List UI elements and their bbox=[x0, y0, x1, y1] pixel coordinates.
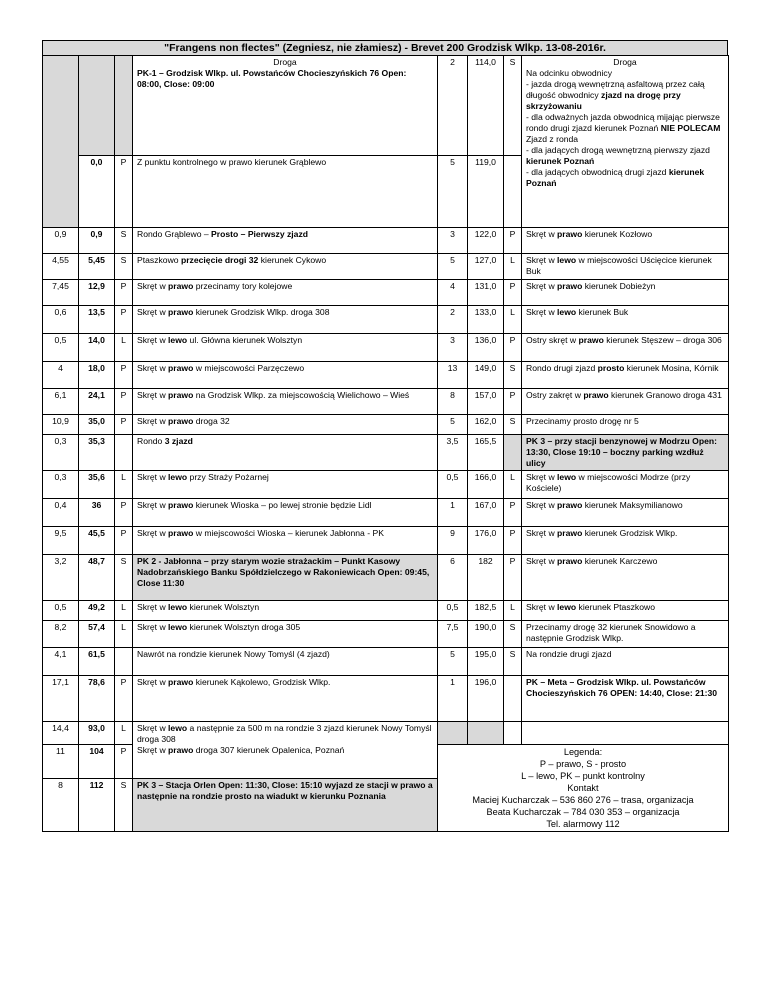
direction-cell: L bbox=[504, 306, 522, 334]
instruction-cell: Przecinamy drogę 32 kierunek Snowidowo a następnie Grodzisk Wlkp. bbox=[522, 621, 729, 648]
distance-cell: 0,9 bbox=[43, 228, 79, 254]
distance-cell: 11 bbox=[43, 745, 79, 779]
distance-cell: 4 bbox=[438, 280, 468, 306]
instruction-cell: Skręt w prawo kierunek Grodzisk Wlkp. droga 308 bbox=[133, 306, 438, 334]
direction-cell: S bbox=[504, 415, 522, 435]
instruction-cell: Skręt w prawo kierunek Kozłowo bbox=[522, 228, 729, 254]
distance-cell: 3,2 bbox=[43, 555, 79, 601]
distance-cell: 0,5 bbox=[438, 471, 468, 499]
legend-line: L – lewo, PK – punkt kontrolny bbox=[521, 771, 645, 781]
total-cell: 78,6 bbox=[79, 676, 115, 722]
distance-cell: 5 bbox=[438, 415, 468, 435]
instruction-cell: Skręt w prawo droga 32 bbox=[133, 415, 438, 435]
total-cell: 5,45 bbox=[79, 254, 115, 280]
direction-cell: L bbox=[115, 722, 133, 745]
distance-cell: 0,3 bbox=[43, 435, 79, 471]
direction-cell: S bbox=[504, 648, 522, 676]
distance-cell: 8,2 bbox=[43, 621, 79, 648]
distance-cell: 5 bbox=[438, 254, 468, 280]
direction-cell bbox=[504, 156, 522, 228]
total-cell: 133,0 bbox=[468, 306, 504, 334]
distance-cell: 0,5 bbox=[438, 601, 468, 621]
total-cell: 165,5 bbox=[468, 435, 504, 471]
total-cell: 93,0 bbox=[79, 722, 115, 745]
distance-cell: 0,5 bbox=[43, 601, 79, 621]
total-cell: 136,0 bbox=[468, 334, 504, 362]
direction-cell: S bbox=[504, 56, 522, 156]
direction-cell bbox=[504, 676, 522, 722]
distance-cell: 6 bbox=[438, 555, 468, 601]
direction-cell: S bbox=[115, 254, 133, 280]
distance-cell: 3 bbox=[438, 334, 468, 362]
total-cell: 157,0 bbox=[468, 389, 504, 415]
distance-cell: 4,55 bbox=[43, 254, 79, 280]
checkpoint-cell: PK 3 – przy stacji benzynowej w Modrzu Open: 13:30, Close 19:10 – boczny parking wzdłuż ulicy bbox=[522, 435, 729, 471]
contact-line: Maciej Kucharczak – 536 860 276 – trasa, organizacja bbox=[472, 795, 694, 805]
instruction-cell: Skręt w prawo w miejscowości Wioska – kierunek Jabłonna - PK bbox=[133, 527, 438, 555]
legend-box bbox=[438, 745, 729, 832]
direction-cell: P bbox=[115, 389, 133, 415]
distance-cell: 13 bbox=[438, 362, 468, 389]
direction-cell: P bbox=[115, 362, 133, 389]
column-header-left: Droga bbox=[273, 57, 297, 67]
distance-cell: 8 bbox=[438, 389, 468, 415]
instruction-cell: Nawrót na rondzie kierunek Nowy Tomyśl (4 zjazd) bbox=[133, 648, 438, 676]
instruction-cell: Rondo Grąblewo – Prosto – Pierwszy zjazd bbox=[133, 228, 438, 254]
distance-cell: 4,1 bbox=[43, 648, 79, 676]
direction-cell: P bbox=[504, 228, 522, 254]
direction-cell: P bbox=[504, 334, 522, 362]
direction-cell: P bbox=[115, 676, 133, 722]
distance-cell: 2 bbox=[438, 306, 468, 334]
total-cell: 167,0 bbox=[468, 499, 504, 527]
route-sheet bbox=[42, 40, 728, 829]
direction-cell: S bbox=[504, 362, 522, 389]
direction-cell: S bbox=[115, 228, 133, 254]
total-cell: 127,0 bbox=[468, 254, 504, 280]
distance-cell: 0,3 bbox=[43, 471, 79, 499]
finish-cell: PK – Meta – Grodzisk Wlkp. ul. Powstańców Chocieszyńskich 76 OPEN: 14:40, Close: 21:30 bbox=[522, 676, 729, 722]
distance-cell: 5 bbox=[438, 156, 468, 228]
direction-cell: L bbox=[115, 471, 133, 499]
checkpoint-cell: PK 3 – Stacja Orlen Open: 11:30, Close: 15:10 wyjazd ze stacji w prawo a następnie na rondzie prosto na wiadukt w kierunku Poznania bbox=[133, 778, 438, 831]
distance-cell: 2 bbox=[438, 56, 468, 156]
total-cell: 12,9 bbox=[79, 280, 115, 306]
total-cell: 35,6 bbox=[79, 471, 115, 499]
instruction-cell: Rondo 3 zjazd bbox=[133, 435, 438, 471]
total-cell: 49,2 bbox=[79, 601, 115, 621]
distance-cell: 1 bbox=[438, 676, 468, 722]
distance-cell: 0,4 bbox=[43, 499, 79, 527]
distance-cell: 1 bbox=[438, 499, 468, 527]
direction-cell: P bbox=[115, 280, 133, 306]
total-cell: 18,0 bbox=[79, 362, 115, 389]
instruction-cell: Skręt w prawo na Grodzisk Wlkp. za miejscowością Wielichowo – Wieś bbox=[133, 389, 438, 415]
instruction-text: PK-1 – Grodzisk Wlkp. ul. Powstańców Chocieszyńskich 76 Open: 08:00, Close: 09:00 bbox=[137, 68, 407, 89]
direction-cell: L bbox=[115, 621, 133, 648]
direction-cell: S bbox=[504, 621, 522, 648]
document-title: "Frangens non flectes" (Zegniesz, nie złamiesz) - Brevet 200 Grodzisk Wlkp. 13-08-2016r. bbox=[42, 40, 728, 56]
total-cell: 0,9 bbox=[79, 228, 115, 254]
checkpoint-cell: PK 2 - Jabłonna – przy starym wozie strażackim – Punkt Kasowy Nadobrzańskiego Banku Spółdzielczego w Rakoniewicach Open: 09:45, Close 11:30 bbox=[133, 555, 438, 601]
legend-line: P – prawo, S - prosto bbox=[539, 759, 627, 769]
instruction-cell: Skręt w lewo kierunek Ptaszkowo bbox=[522, 601, 729, 621]
total-cell: 104 bbox=[79, 745, 115, 779]
direction-cell: P bbox=[504, 527, 522, 555]
direction-cell: P bbox=[115, 745, 133, 779]
direction-cell: L bbox=[115, 601, 133, 621]
total-cell: 114,0 bbox=[468, 56, 504, 156]
instruction-cell: Ptaszkowo przecięcie drogi 32 kierunek Cykowo bbox=[133, 254, 438, 280]
total-cell: 35,3 bbox=[79, 435, 115, 471]
total-cell: 24,1 bbox=[79, 389, 115, 415]
direction-cell: L bbox=[115, 334, 133, 362]
total-cell: 182,5 bbox=[468, 601, 504, 621]
contact-title: Kontakt bbox=[567, 783, 599, 793]
instruction-cell: Skręt w prawo kierunek Kąkolewo, Grodzisk Wlkp. bbox=[133, 676, 438, 722]
instruction-cell: Droga Na odcinku obwodnicy - jazda drogą wewnętrzną asfaltową przez całą długość obwodnicy zjazd na drogę przy skrzyżowaniu - dla odważnych jazda obwodnicą mijając pierwsze rondo drugi zjazd kierunek Poznań NIE POLECAM Zjazd z ronda - dla jadących drogą wewnętrzną pierwszy zjazd kierunek Poznań - dla jadących obwodnicą drugi zjazd kierunek Poznań bbox=[522, 56, 729, 228]
instruction-cell: Skręt w lewo w miejscowości Modrze (przy Kościele) bbox=[522, 471, 729, 499]
total-cell: 119,0 bbox=[468, 156, 504, 228]
instruction-cell: Rondo drugi zjazd prosto kierunek Mosina, Kórnik bbox=[522, 362, 729, 389]
total-cell: 57,4 bbox=[79, 621, 115, 648]
instruction-cell: Skręt w lewo przy Straży Pożarnej bbox=[133, 471, 438, 499]
direction-cell: S bbox=[115, 555, 133, 601]
instruction-cell: Skręt w lewo kierunek Wolsztyn bbox=[133, 601, 438, 621]
direction-cell: S bbox=[115, 778, 133, 831]
instruction-cell: Skręt w prawo kierunek Wioska – po lewej stronie będzie Lidl bbox=[133, 499, 438, 527]
route-table bbox=[42, 55, 729, 832]
instruction-cell: Skręt w prawo kierunek Dobieżyn bbox=[522, 280, 729, 306]
total-cell: 48,7 bbox=[79, 555, 115, 601]
instruction-cell: Z punktu kontrolnego w prawo kierunek Grąblewo bbox=[133, 156, 438, 228]
instruction-cell: Ostry zakręt w prawo kierunek Granowo droga 431 bbox=[522, 389, 729, 415]
total-cell: 61,5 bbox=[79, 648, 115, 676]
instruction-cell: Przecinamy prosto drogę nr 5 bbox=[522, 415, 729, 435]
direction-cell bbox=[115, 56, 133, 156]
distance-cell: 9,5 bbox=[43, 527, 79, 555]
distance-cell: 10,9 bbox=[43, 415, 79, 435]
instruction-cell: Skręt w prawo kierunek Maksymilianowo bbox=[522, 499, 729, 527]
distance-cell: 9 bbox=[438, 527, 468, 555]
total-cell: 166,0 bbox=[468, 471, 504, 499]
total-cell: 14,0 bbox=[79, 334, 115, 362]
total-cell: 182 bbox=[468, 555, 504, 601]
direction-cell bbox=[115, 648, 133, 676]
instruction-cell: Na rondzie drugi zjazd bbox=[522, 648, 729, 676]
distance-cell: 4 bbox=[43, 362, 79, 389]
direction-cell: L bbox=[504, 254, 522, 280]
total-cell: 176,0 bbox=[468, 527, 504, 555]
legend-title: Legenda: bbox=[563, 747, 603, 757]
total-cell: 45,5 bbox=[79, 527, 115, 555]
direction-cell: P bbox=[115, 156, 133, 228]
total-cell: 112 bbox=[79, 778, 115, 831]
total-cell: 190,0 bbox=[468, 621, 504, 648]
distance-cell bbox=[43, 56, 79, 228]
instruction-cell: Ostry skręt w prawo kierunek Stęszew – droga 306 bbox=[522, 334, 729, 362]
total-cell: 13,5 bbox=[79, 306, 115, 334]
distance-cell: 0,6 bbox=[43, 306, 79, 334]
direction-cell: P bbox=[115, 415, 133, 435]
distance-cell: 14,4 bbox=[43, 722, 79, 745]
direction-cell: P bbox=[504, 499, 522, 527]
instruction-cell: Skręt w lewo kierunek Buk bbox=[522, 306, 729, 334]
direction-cell bbox=[115, 435, 133, 471]
direction-cell: P bbox=[115, 499, 133, 527]
total-cell: 195,0 bbox=[468, 648, 504, 676]
total-cell: 35,0 bbox=[79, 415, 115, 435]
total-cell: 162,0 bbox=[468, 415, 504, 435]
contact-line: Tel. alarmowy 112 bbox=[546, 819, 620, 829]
direction-cell: P bbox=[115, 527, 133, 555]
direction-cell bbox=[504, 435, 522, 471]
total-cell: 131,0 bbox=[468, 280, 504, 306]
instruction-cell: Skręt w prawo przecinamy tory kolejowe bbox=[133, 280, 438, 306]
distance-cell: 17,1 bbox=[43, 676, 79, 722]
direction-cell: P bbox=[504, 280, 522, 306]
direction-cell: P bbox=[504, 389, 522, 415]
distance-cell: 3,5 bbox=[438, 435, 468, 471]
total-cell: 196,0 bbox=[468, 676, 504, 722]
total-cell: 122,0 bbox=[468, 228, 504, 254]
instruction-cell: Skręt w lewo w miejscowości Uścięcice kierunek Buk bbox=[522, 254, 729, 280]
instruction-cell: Skręt w prawo w miejscowości Parzęczewo bbox=[133, 362, 438, 389]
instruction-cell: Skręt w prawo kierunek Grodzisk Wlkp. bbox=[522, 527, 729, 555]
distance-cell: 6,1 bbox=[43, 389, 79, 415]
distance-cell: 8 bbox=[43, 778, 79, 831]
distance-cell: 5 bbox=[438, 648, 468, 676]
instruction-cell: Skręt w lewo kierunek Wolsztyn droga 305 bbox=[133, 621, 438, 648]
distance-cell: 0,5 bbox=[43, 334, 79, 362]
distance-cell: 7,5 bbox=[438, 621, 468, 648]
instruction-cell bbox=[133, 56, 438, 156]
direction-cell: P bbox=[504, 555, 522, 601]
contact-line: Beata Kucharczak – 784 030 353 – organizacja bbox=[486, 807, 680, 817]
total-cell: 36 bbox=[79, 499, 115, 527]
instruction-cell: Skręt w lewo ul. Główna kierunek Wolsztyn bbox=[133, 334, 438, 362]
instruction-cell: Skręt w lewo a następnie za 500 m na rondzie 3 zjazd kierunek Nowy Tomyśl droga 308 Skręt w prawo droga 307 kierunek Opalenica, Poznań bbox=[133, 722, 438, 779]
total-cell: 0,0 bbox=[79, 156, 115, 228]
distance-cell: 3 bbox=[438, 228, 468, 254]
column-header-right: Droga bbox=[613, 57, 637, 67]
direction-cell: L bbox=[504, 601, 522, 621]
total-cell bbox=[79, 56, 115, 156]
direction-cell: P bbox=[115, 306, 133, 334]
distance-cell: 7,45 bbox=[43, 280, 79, 306]
instruction-cell: Skręt w prawo kierunek Karczewo bbox=[522, 555, 729, 601]
total-cell: 149,0 bbox=[468, 362, 504, 389]
direction-cell: L bbox=[504, 471, 522, 499]
